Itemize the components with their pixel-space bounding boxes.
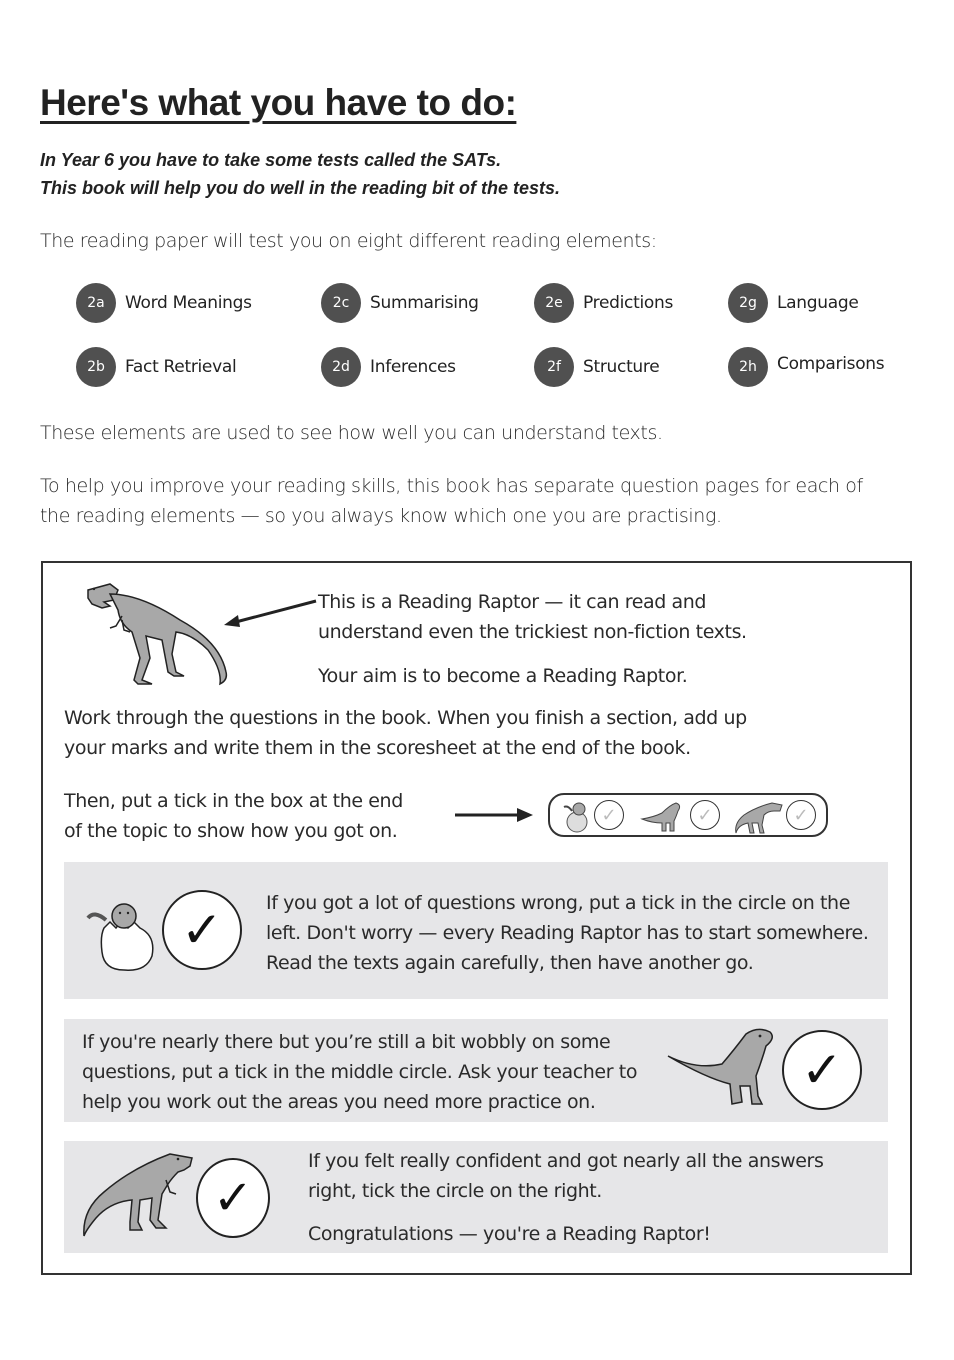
element-label: Comparisons <box>777 354 885 374</box>
text-line: right, tick the circle on the right. <box>308 1180 602 1202</box>
element-2b <box>76 347 236 387</box>
element-badge: 2g <box>728 283 768 323</box>
element-label: Structure <box>583 357 660 377</box>
element-2h <box>728 347 884 387</box>
tick-circle-low[interactable]: ✓ <box>594 800 624 830</box>
intro-text <box>40 146 560 202</box>
element-label: Predictions <box>583 293 674 313</box>
intro-line: This book will help you do well in the reading bit of the tests. <box>40 178 561 198</box>
text-line: If you felt really confident and got nearly all the answers <box>308 1150 824 1172</box>
text-line: If you're nearly there but you’re still a bit wobbly on some <box>82 1031 611 1053</box>
element-label: Fact Retrieval <box>125 357 237 377</box>
element-badge: 2c <box>321 283 361 323</box>
element-badge: 2d <box>321 347 361 387</box>
text-line: understand even the trickiest non-fiction texts. <box>318 621 747 643</box>
intro-line: In Year 6 you have to take some tests called the SATs. <box>40 150 502 170</box>
element-badge: 2e <box>534 283 574 323</box>
element-2d <box>321 347 456 387</box>
element-label: Inferences <box>370 357 456 377</box>
raptor-intro <box>318 587 747 647</box>
aim-text: Your aim is to become a Reading Raptor. <box>318 665 688 687</box>
element-badge: 2a <box>76 283 116 323</box>
progress-tracker-example <box>548 793 828 837</box>
tick-instructions <box>64 786 403 846</box>
text-line: Then, put a tick in the box at the end <box>64 790 403 812</box>
tick-circle-low-large: ✓ <box>162 890 242 970</box>
tick-circle-middle-large: ✓ <box>782 1030 862 1110</box>
panel-middle-text <box>82 1027 637 1117</box>
right-arrow-icon <box>455 806 533 824</box>
hatchling-icon <box>84 900 160 972</box>
elements-purpose-text: These elements are used to see how well you can understand texts. <box>40 422 663 444</box>
element-label: Language <box>777 293 859 313</box>
text-line: This is a Reading Raptor — it can read and <box>318 591 707 613</box>
element-badge: 2h <box>728 347 768 387</box>
pointer-arrow-icon <box>222 598 318 628</box>
panel-low-text <box>266 888 868 978</box>
element-label: Summarising <box>370 293 479 313</box>
tick-circle-high[interactable]: ✓ <box>786 800 816 830</box>
work-instructions <box>64 703 747 763</box>
element-2g <box>728 283 859 323</box>
hatchling-icon <box>562 801 592 833</box>
tick-circle-high-large: ✓ <box>196 1158 270 1238</box>
paragraph-line: the reading elements — so you always know which one you are practising. <box>40 505 722 527</box>
page-title: Here's what you have to do: <box>40 82 517 123</box>
element-2e <box>534 283 673 323</box>
young-dinosaur-icon <box>666 1026 782 1108</box>
text-line: Read the texts again carefully, then have another go. <box>266 952 754 974</box>
text-line: left. Don't worry — every Reading Raptor has to start somewhere. <box>266 922 869 944</box>
element-label: Word Meanings <box>125 293 252 313</box>
element-2f <box>534 347 659 387</box>
text-line: questions, put a tick in the middle circle. Ask your teacher to <box>82 1061 638 1083</box>
element-2a <box>76 283 252 323</box>
text-line: Work through the questions in the book. When you finish a section, add up <box>64 707 747 729</box>
text-line: your marks and write them in the scoresheet at the end of the book. <box>64 737 691 759</box>
raptor-icon <box>732 799 784 835</box>
element-badge: 2b <box>76 347 116 387</box>
raptor-icon <box>80 1150 200 1238</box>
panel-high-text <box>308 1146 823 1206</box>
text-line: If you got a lot of questions wrong, put a tick in the circle on the <box>266 892 850 914</box>
element-badge: 2f <box>534 347 574 387</box>
improve-paragraph <box>40 471 863 531</box>
element-2c <box>321 283 479 323</box>
young-dinosaur-icon <box>640 799 688 833</box>
text-line: help you work out the areas you need more practice on. <box>82 1091 596 1113</box>
congratulations-text: Congratulations — you're a Reading Raptor! <box>308 1223 711 1245</box>
tick-circle-middle[interactable]: ✓ <box>690 800 720 830</box>
paragraph-line: To help you improve your reading skills, this book has separate question pages for each of <box>40 475 863 497</box>
reading-raptor-icon <box>80 580 240 688</box>
elements-intro: The reading paper will test you on eight different reading elements: <box>40 230 657 252</box>
text-line: of the topic to show how you got on. <box>64 820 398 842</box>
